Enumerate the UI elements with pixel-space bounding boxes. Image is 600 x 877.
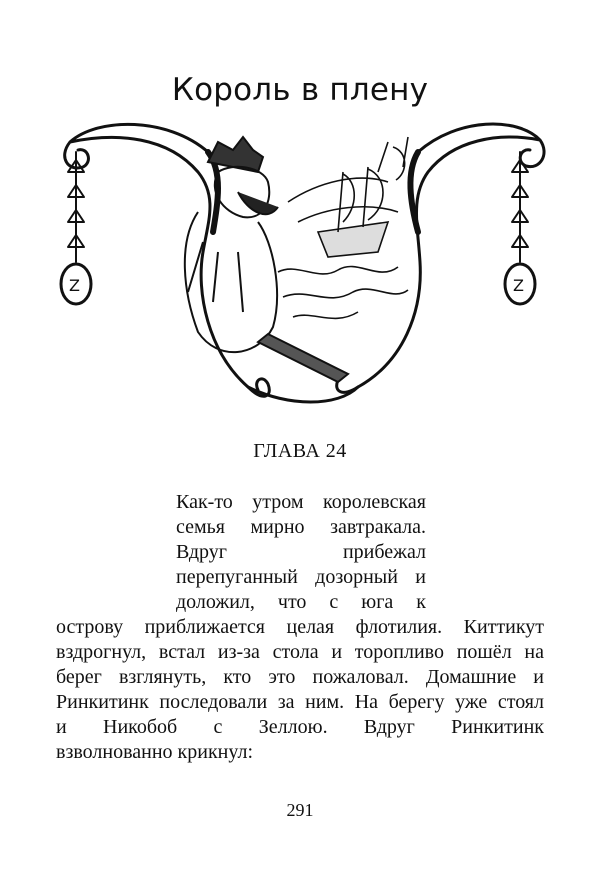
main-paragraph <box>56 615 544 765</box>
page-number: 291 <box>286 800 314 820</box>
chapter-title: Король в плену <box>171 72 429 108</box>
text-line: семья мирно завтракала. <box>176 516 426 538</box>
text-line: острову приближается целая флотилия. Киттикут <box>56 616 544 638</box>
king-figure <box>185 137 348 382</box>
text-line: и Никобоб с Зеллою. Вдруг Ринкитинк <box>56 716 544 738</box>
indented-paragraph <box>176 490 426 615</box>
text-line: вздрогнул, встал из-за стола и торопливо пошёл на <box>56 641 544 663</box>
svg-text:Z: Z <box>69 276 80 295</box>
svg-text:Z: Z <box>513 276 524 295</box>
chapter-illustration <box>58 112 548 412</box>
text-line: Вдруг прибежал <box>176 541 426 563</box>
text-line: взволнованно крикнул: <box>56 741 254 763</box>
text-line: Ринкитинк последовали за ним. На берегу уже стоял <box>56 691 544 713</box>
text-line: перепуганный дозорный и <box>176 566 426 588</box>
text-line: доложил, что с юга к <box>176 591 426 613</box>
text-line: Как-то утром королевская <box>176 491 426 513</box>
right-scroll-ornament <box>337 124 544 392</box>
ships-and-sea <box>278 137 408 318</box>
chapter-label: ГЛАВА 24 <box>253 440 347 462</box>
text-line: берег взглянуть, кто это пожаловал. Домашние и <box>56 666 544 688</box>
